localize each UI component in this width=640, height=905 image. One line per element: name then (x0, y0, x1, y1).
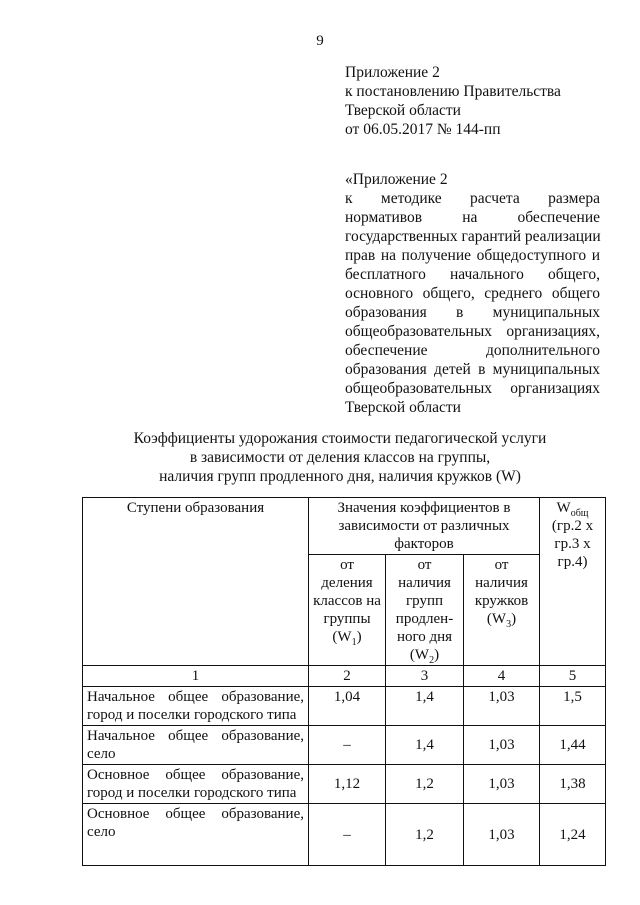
methodology-line: основного общего, среднего общего (345, 285, 600, 302)
cell-w3: 1,03 (464, 726, 540, 765)
table-row (83, 765, 606, 804)
cell-w2: 1,4 (386, 726, 464, 765)
cell-total: 1,24 (540, 804, 606, 866)
row-label-line: Основное общее образование, (87, 767, 304, 783)
w2-text: от наличия групп продлен-ного дня (395, 557, 454, 645)
column-number: 4 (464, 666, 540, 687)
cell-total: 1,5 (540, 687, 606, 726)
total-symbol: W (556, 500, 571, 516)
w1-symbol: (W (332, 629, 352, 645)
header-total (540, 498, 606, 666)
header-w1 (309, 555, 386, 666)
cell-w1: – (309, 804, 386, 866)
cell-w2: 1,2 (386, 765, 464, 804)
methodology-line: образования в муниципальных (345, 304, 600, 321)
cell-w2: 1,4 (386, 687, 464, 726)
table-row (83, 804, 606, 866)
methodology-line: государственных гарантий реализации (345, 228, 601, 245)
table-row (83, 687, 606, 726)
row-label-line: Начальное общее образование, (87, 689, 304, 705)
methodology-line: прав на получение общедоступного и (345, 247, 600, 264)
w1-text: от деления классов на группы (313, 557, 381, 627)
w3-close: ) (511, 611, 517, 627)
appendix-line: к постановлению Правительства (345, 83, 561, 100)
cell-total: 1,44 (540, 726, 606, 765)
methodology-line: общеобразовательных организациях, (345, 323, 600, 340)
methodology-line: общеобразовательных организациях (345, 380, 600, 397)
appendix-header (345, 63, 561, 139)
cell-w3: 1,03 (464, 765, 540, 804)
appendix-line: Приложение 2 (345, 64, 440, 81)
column-number: 1 (83, 666, 309, 687)
column-number: 5 (540, 666, 606, 687)
appendix-line: от 06.05.2017 № 144-пп (345, 121, 501, 138)
cell-w2: 1,2 (386, 804, 464, 866)
cell-w3: 1,03 (464, 687, 540, 726)
column-numbers-row (83, 666, 606, 687)
table-row (83, 726, 606, 765)
methodology-line: к методике расчета размера (345, 190, 600, 207)
row-label-line: село (87, 824, 116, 840)
w2-symbol: (W (409, 647, 430, 663)
total-subscript: общ (570, 508, 589, 519)
w1-close: ) (356, 629, 362, 645)
title-line: наличия групп продленного дня, наличия кружков (W) (159, 468, 521, 485)
row-label (83, 765, 309, 804)
cell-w1: 1,04 (309, 687, 386, 726)
w3-index: 3 (506, 619, 512, 630)
row-label-line: город и поселки городского типа (87, 707, 297, 723)
w3-symbol: (W (486, 611, 507, 627)
row-label-line: село (87, 746, 116, 762)
w2-index: 2 (429, 655, 435, 666)
w1-index: 1 (351, 637, 357, 648)
methodology-line: Тверской области (345, 399, 461, 416)
row-label (83, 804, 309, 866)
row-label-line: город и поселки городского типа (87, 785, 297, 801)
row-label-line: Начальное общее образование, (87, 728, 304, 744)
header-education-level: Ступени образования (83, 498, 309, 666)
cell-total: 1,38 (540, 765, 606, 804)
total-note: (гр.2 х гр.3 х гр.4) (551, 518, 594, 570)
methodology-header (345, 170, 600, 417)
title-line: в зависимости от деления классов на группы, (189, 449, 491, 466)
methodology-line: нормативов на обеспечение (345, 209, 600, 226)
page-number: 9 (316, 33, 324, 49)
table-title (80, 429, 600, 486)
row-label (83, 687, 309, 726)
column-number: 3 (386, 666, 464, 687)
row-label-line: Основное общее образование, (87, 806, 304, 822)
cell-w1: 1,12 (309, 765, 386, 804)
methodology-line: бесплатного начального общего, (345, 266, 600, 283)
cell-w1: – (309, 726, 386, 765)
title-line: Коэффициенты удорожания стоимости педагогической услуги (133, 430, 547, 447)
methodology-line: «Приложение 2 (345, 171, 448, 188)
w3-text: от наличия кружков (474, 557, 529, 609)
w2-close: ) (434, 647, 440, 663)
appendix-line: Тверской области (345, 102, 461, 119)
row-label (83, 726, 309, 765)
methodology-line: обеспечение дополнительного (345, 342, 600, 359)
methodology-line: образования детей в муниципальных (345, 361, 600, 378)
column-number: 2 (309, 666, 386, 687)
coefficients-table (82, 497, 606, 866)
header-w2 (386, 555, 464, 666)
cell-w3: 1,03 (464, 804, 540, 866)
header-factor-group: Значения коэффициентов в зависимости от различных факторов (309, 498, 540, 555)
header-w3 (464, 555, 540, 666)
